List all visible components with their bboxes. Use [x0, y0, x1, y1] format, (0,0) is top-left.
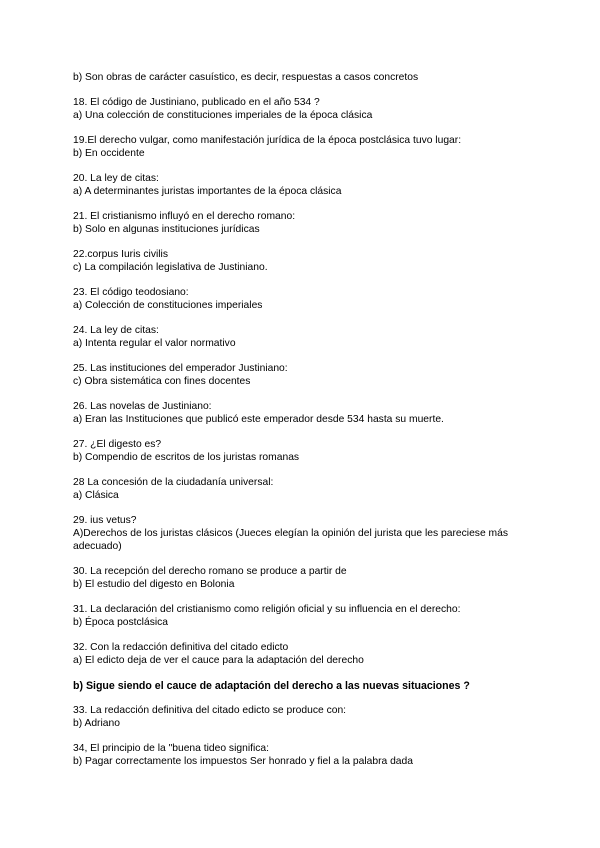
question-34	[73, 743, 543, 768]
question-26	[73, 401, 543, 426]
question-text: 24. La ley de citas:	[73, 325, 159, 337]
question-29	[73, 515, 543, 553]
question-20	[73, 173, 543, 198]
question-text: 19.El derecho vulgar, como manifestación jurídica de la época postclásica tuvo lugar:	[73, 135, 462, 147]
answer-text: b) Adriano	[73, 718, 120, 729]
question-25	[73, 363, 543, 388]
question-text: 29. ius vetus?	[73, 515, 137, 527]
answer-text: b) Pagar correctamente los impuestos Ser honrado y fiel a la palabra dada	[73, 756, 413, 767]
question-24	[73, 325, 543, 350]
question-17-answer	[73, 72, 543, 85]
question-31	[73, 604, 543, 629]
question-text: 26. Las novelas de Justiniano:	[73, 401, 212, 413]
answer-text: b) El estudio del digesto en Bolonia	[73, 578, 235, 590]
question-text: 28 La concesión de la ciudadanía universal:	[73, 477, 274, 489]
answer-text: b) Solo en algunas instituciones jurídicas	[73, 224, 260, 235]
answer-text: a) Clásica	[73, 490, 119, 501]
answer-text: a) A determinantes juristas importantes de la época clásica	[73, 186, 342, 197]
text-line: b) Son obras de carácter casuístico, es decir, respuestas a casos concretos	[73, 72, 419, 83]
answer-text: a) El edicto deja de ver el cauce para la adaptación del derecho	[73, 654, 364, 666]
question-text: 32. Con la redacción definitiva del citado edicto	[73, 642, 289, 653]
question-text: 34, El principio de la "buena tideo significa:	[73, 743, 269, 755]
answer-text: a) Una colección de constituciones imperiales de la época clásica	[73, 110, 373, 121]
bold-text-line: b) Sigue siendo el cauce de adaptación del derecho a las nuevas situaciones ?	[73, 680, 470, 692]
answer-text: a) Colección de constituciones imperiales	[73, 300, 263, 311]
question-text: 31. La declaración del cristianismo como religión oficial y su influencia en el derecho:	[73, 604, 461, 615]
question-21	[73, 211, 543, 236]
answer-text: c) Obra sistemática con fines docentes	[73, 376, 251, 387]
document-page	[73, 72, 543, 781]
question-text: 30. La recepción del derecho romano se produce a partir de	[73, 566, 347, 577]
answer-text: a) Intenta regular el valor normativo	[73, 338, 236, 349]
answer-text: b) Compendio de escritos de los juristas romanas	[73, 452, 300, 463]
question-32-bold-answer	[73, 680, 543, 693]
question-text: 22.corpus Iuris civilis	[73, 249, 168, 261]
question-text: 33. La redacción definitiva del citado edicto se produce con:	[73, 705, 347, 717]
question-28	[73, 477, 543, 502]
question-text: 21. El cristianismo influyó en el derecho romano:	[73, 211, 296, 223]
question-27	[73, 439, 543, 464]
question-23	[73, 287, 543, 312]
question-text: 18. El código de Justiniano, publicado en el año 534 ?	[73, 97, 320, 109]
question-text: 23. El código teodosiano:	[73, 287, 189, 299]
answer-text: c) La compilación legislativa de Justiniano.	[73, 262, 268, 273]
answer-text: A)Derechos de los juristas clásicos (Jueces elegían la opinión del jurista que les pareciese más adecuado)	[73, 528, 508, 552]
question-text: 25. Las instituciones del emperador Justiniano:	[73, 363, 288, 375]
answer-text: b) Época postclásica	[73, 616, 169, 628]
question-22	[73, 249, 543, 274]
question-text: 20. La ley de citas:	[73, 173, 159, 185]
question-19	[73, 135, 543, 160]
answer-text: b) En occidente	[73, 148, 145, 159]
question-30	[73, 566, 543, 591]
question-33	[73, 705, 543, 730]
question-32	[73, 642, 543, 667]
question-18	[73, 97, 543, 122]
answer-text: a) Eran las Instituciones que publicó este emperador desde 534 hasta su muerte.	[73, 414, 444, 425]
question-text: 27. ¿El digesto es?	[73, 439, 162, 451]
